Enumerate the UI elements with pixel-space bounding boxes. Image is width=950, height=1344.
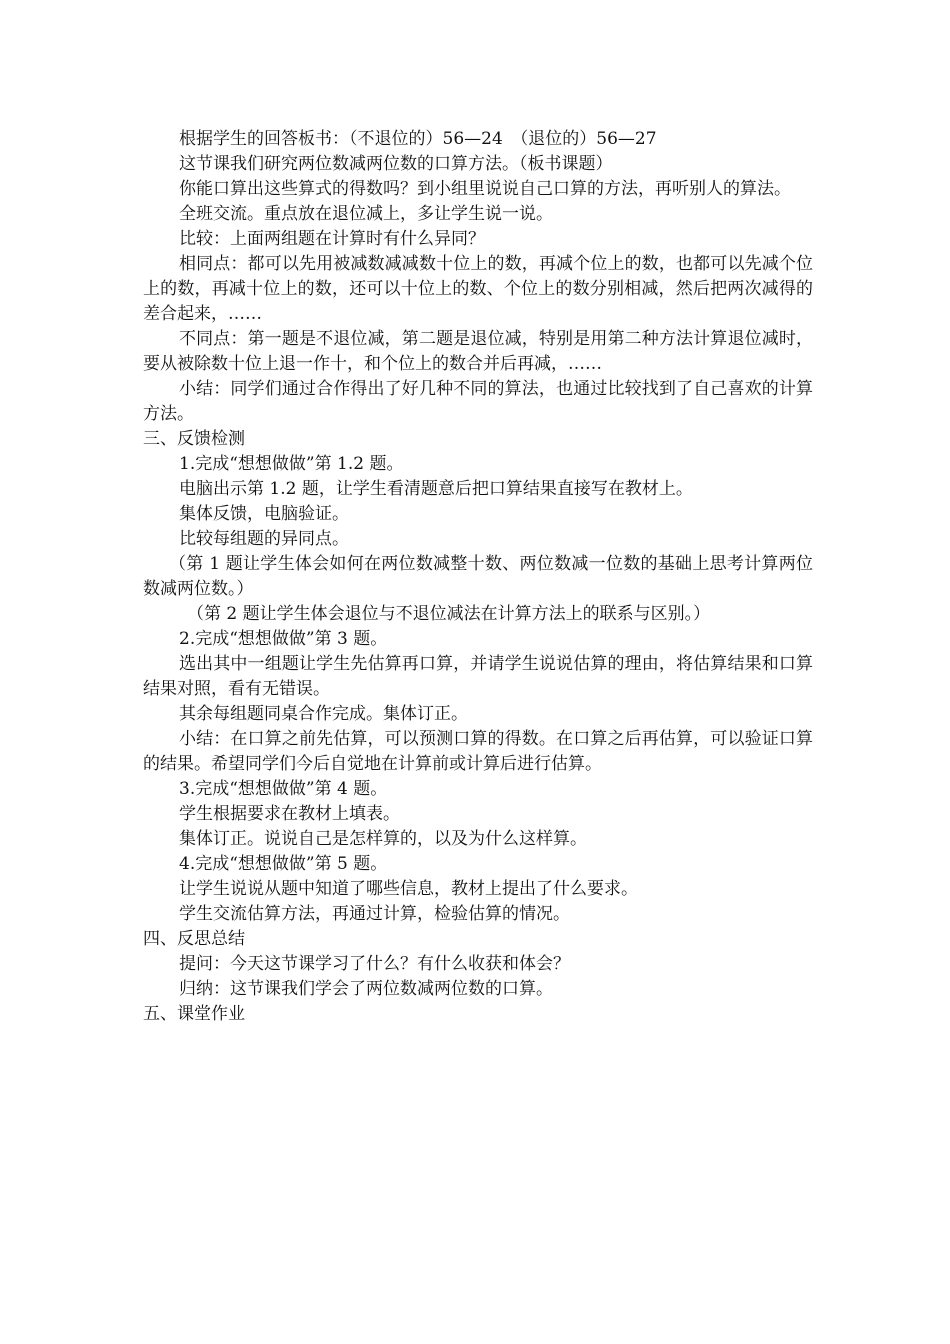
paragraph-collective-feedback: 集体反馈，电脑验证。 (179, 504, 349, 524)
paragraph-exercise-2: 2.完成“想想做做”第 3 题。 (179, 629, 388, 649)
paragraph-note-question-1: （第 1 题让学生体会如何在两位数减整十数、两位数减一位数的基础上思考计算两位数减两位数。） (143, 554, 813, 599)
paragraph-computer-display: 电脑出示第 1.2 题，让学生看清题意后把口算结果直接写在教材上。 (179, 479, 693, 499)
paragraph-question: 提问：今天这节课学习了什么？有什么收获和体会？ (179, 954, 570, 974)
paragraph-compare-groups: 比较每组题的异同点。 (179, 529, 349, 549)
paragraph-summary-2: 小结：在口算之前先估算，可以预测口算的得数。在口算之后再估算，可以验证口算的结果。希望同学们今后自觉地在计算前或计算后进行估算。 (143, 729, 813, 774)
paragraph-similarities: 相同点：都可以先用被减数减减数十位上的数，再减个位上的数，也都可以先减个位上的数，再减十位上的数，还可以十位上的数、个位上的数分别相减，然后把两次减得的差合起来，…… (143, 254, 813, 324)
paragraph-estimate-first: 选出其中一组题让学生先估算再口算，并请学生说说估算的理由，将估算结果和口算结果对照，看有无错误。 (143, 654, 813, 699)
paragraph-estimation-exchange: 学生交流估算方法，再通过计算，检验估算的情况。 (179, 904, 570, 924)
paragraph-pair-work: 其余每组题同桌合作完成。集体订正。 (179, 704, 468, 724)
paragraph-differences: 不同点：第一题是不退位减，第二题是退位减，特别是用第二种方法计算退位减时，要从被除数十位上退一作十，和个位上的数合并后再减，…… (143, 329, 813, 374)
paragraph-summary-1: 小结：同学们通过合作得出了好几种不同的算法，也通过比较找到了自己喜欢的计算方法。 (143, 379, 813, 424)
paragraph-note-question-2: （第 2 题让学生体会退位与不退位减法在计算方法上的联系与区别。） (187, 604, 711, 624)
section-heading-reflection: 四、反思总结 (143, 929, 245, 949)
paragraph-class-exchange: 全班交流。重点放在退位减上，多让学生说一说。 (179, 204, 553, 224)
paragraph-fill-table: 学生根据要求在教材上填表。 (179, 804, 400, 824)
section-heading-homework: 五、课堂作业 (143, 1004, 245, 1024)
section-heading-feedback: 三、反馈检测 (143, 429, 245, 449)
paragraph-information: 让学生说说从题中知道了哪些信息，教材上提出了什么要求。 (179, 879, 638, 899)
paragraph-conclusion: 归纳：这节课我们学会了两位数减两位数的口算。 (179, 979, 553, 999)
paragraph-group-discussion: 你能口算出这些算式的得数吗？到小组里说说自己口算的方法，再听别人的算法。 (179, 179, 791, 199)
paragraph-exercise-1: 1.完成“想想做做”第 1.2 题。 (179, 454, 404, 474)
paragraph-exercise-4: 4.完成“想想做做”第 5 题。 (179, 854, 388, 874)
paragraph-collective-correction: 集体订正。说说自己是怎样算的，以及为什么这样算。 (179, 829, 587, 849)
paragraph-exercise-3: 3.完成“想想做做”第 4 题。 (179, 779, 388, 799)
paragraph-compare: 比较：上面两组题在计算时有什么异同？ (179, 229, 485, 249)
paragraph-lesson-topic: 这节课我们研究两位数减两位数的口算方法。（板书课题） (179, 154, 613, 174)
paragraph-board-writing: 根据学生的回答板书：（不退位的）56—24 （退位的）56—27 (179, 129, 657, 149)
document-page (143, 127, 813, 1027)
